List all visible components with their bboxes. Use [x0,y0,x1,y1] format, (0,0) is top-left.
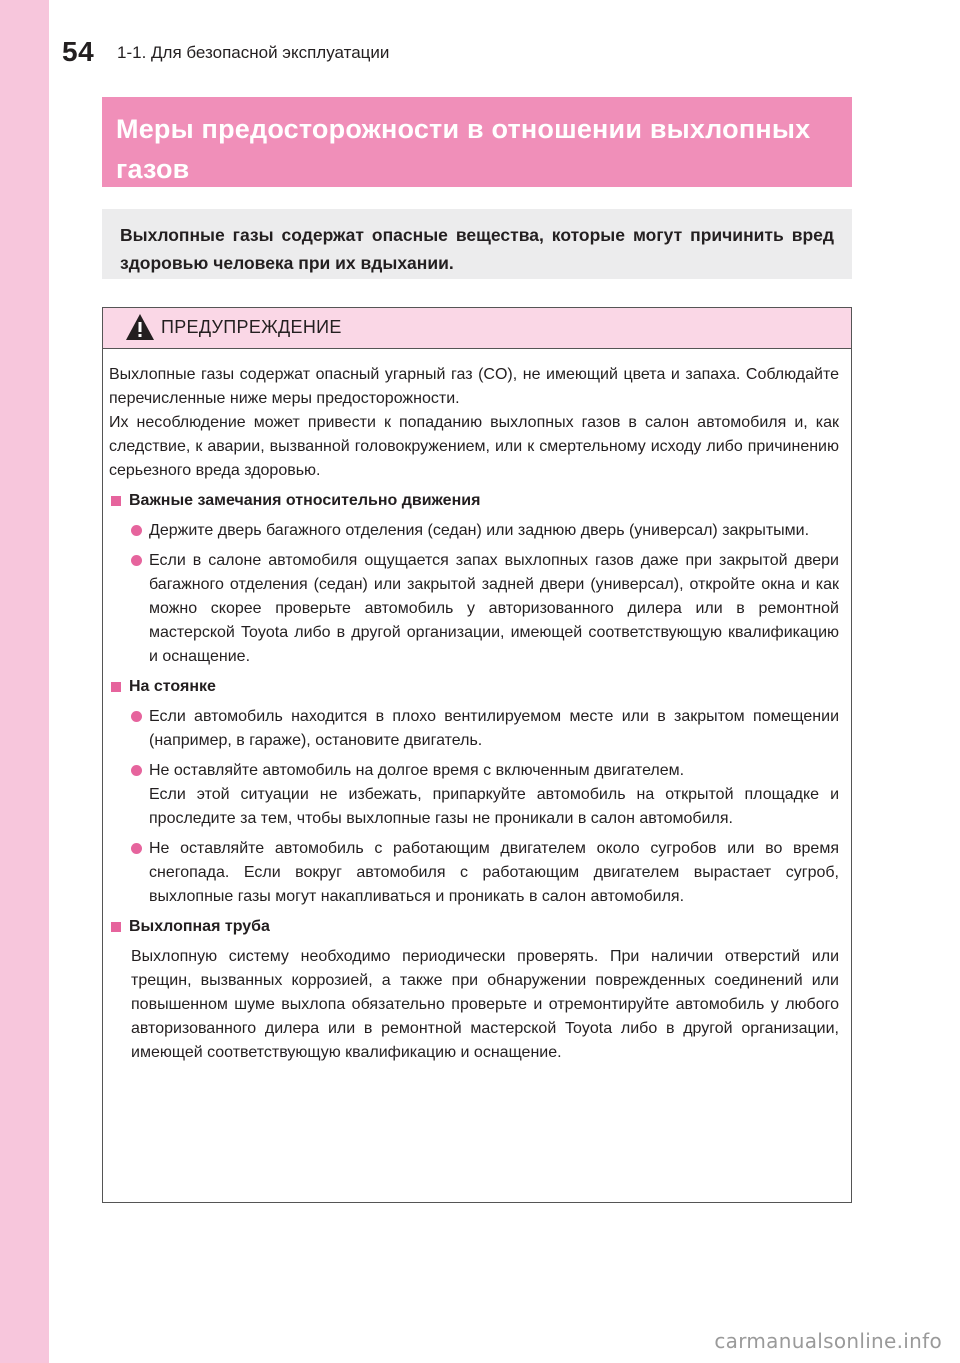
subheading-driving [109,489,839,513]
list-item [109,837,839,909]
circle-bullet-icon [131,765,142,776]
side-color-band [0,0,49,1363]
square-bullet-icon [111,682,121,692]
subheading-text: Выхлопная труба [129,918,270,935]
page-title-line1: Меры предосторожности в отношении выхлопных [116,114,811,144]
list-item [109,705,839,753]
list-item [109,549,839,669]
watermark: carmanualsonline.info [714,1329,942,1353]
list-item-text: Не оставляйте автомобиль на долгое время с включенным двигателем. [149,762,685,779]
square-bullet-icon [111,496,121,506]
subheading-exhaust-pipe [109,915,839,939]
subheading-text: Важные замечания относительно движения [129,492,481,509]
circle-bullet-icon [131,843,142,854]
list-item-extra-text: Если этой ситуации не избежать, припаркуйте автомобиль на открытой площадке и проследите за тем, чтобы выхлопные газы не проникали в салон автомобиля. [149,786,839,827]
section-label: 1-1. Для безопасной эксплуатации [117,43,390,62]
list-item-text: Держите дверь багажного отделения (седан) или заднюю дверь (универсал) закрытыми. [149,522,810,539]
warning-paragraph-1: Выхлопные газы содержат опасный угарный газ (CO), не имеющий цвета и запаха. Соблюдайте перечисленные ниже меры предосторожности. [109,366,839,407]
warning-body [103,349,851,1065]
circle-bullet-icon [131,525,142,536]
warning-triangle-icon [125,313,155,341]
circle-bullet-icon [131,555,142,566]
circle-bullet-icon [131,711,142,722]
list-item [109,759,839,831]
list-item-text: Если автомобиль находится в плохо вентилируемом месте или в закрытом помещении (например, в гараже), остановите двигатель. [149,708,839,749]
intro-box [102,209,852,279]
page-title-line2: газов [116,154,190,184]
warning-title: ПРЕДУПРЕЖДЕНИЕ [161,317,342,337]
warning-header [103,308,851,349]
subheading-text: На стоянке [129,678,216,695]
page-number: 54 [62,36,95,67]
subheading-parking [109,675,839,699]
list-item-text-group [149,759,839,831]
warning-paragraph-2: Их несоблюдение может привести к попаданию выхлопных газов в салон автомобиля и, как следствие, к аварии, вызванной головокружением, или к смертельному исходу либо причинению серьезного вреда здоровью. [109,414,839,479]
square-bullet-icon [111,922,121,932]
list-item-text: Не оставляйте автомобиль с работающим двигателем около сугробов или во время снегопада. Если вокруг автомобиля с работающим двигателем вырастает сугроб, выхлопные газы могут накапливаться и проникать в салон автомобиля. [149,840,839,905]
list-item-text: Если в салоне автомобиля ощущается запах выхлопных газов даже при закрытой двери багажного отделения (седан) или закрытой задней двери (универсал), откройте окна и как можно скорее проверьте автомобиль у авторизованного дилера или в ремонтной мастерской Toyota либо в другой организации, имеющей соответствующую квалификацию и оснащение. [149,552,839,665]
title-banner [102,97,852,187]
warning-box [102,307,852,1203]
list-item [109,519,839,543]
intro-text: Выхлопные газы содержат опасные вещества, которые могут причинить вред здоровью человека при их вдыхании. [120,225,834,273]
exhaust-pipe-text: Выхлопную систему необходимо периодически проверять. При наличии отверстий или трещин, вызванных коррозией, а также при обнаружении поврежденных соединений или повышенном шуме выхлопа обязательно проверьте и отремонтируйте автомобиль у любого авторизованного дилера или в ремонтной мастерской Toyota либо в другой организации, имеющей соответствующую квалификацию и оснащение. [131,948,839,1061]
